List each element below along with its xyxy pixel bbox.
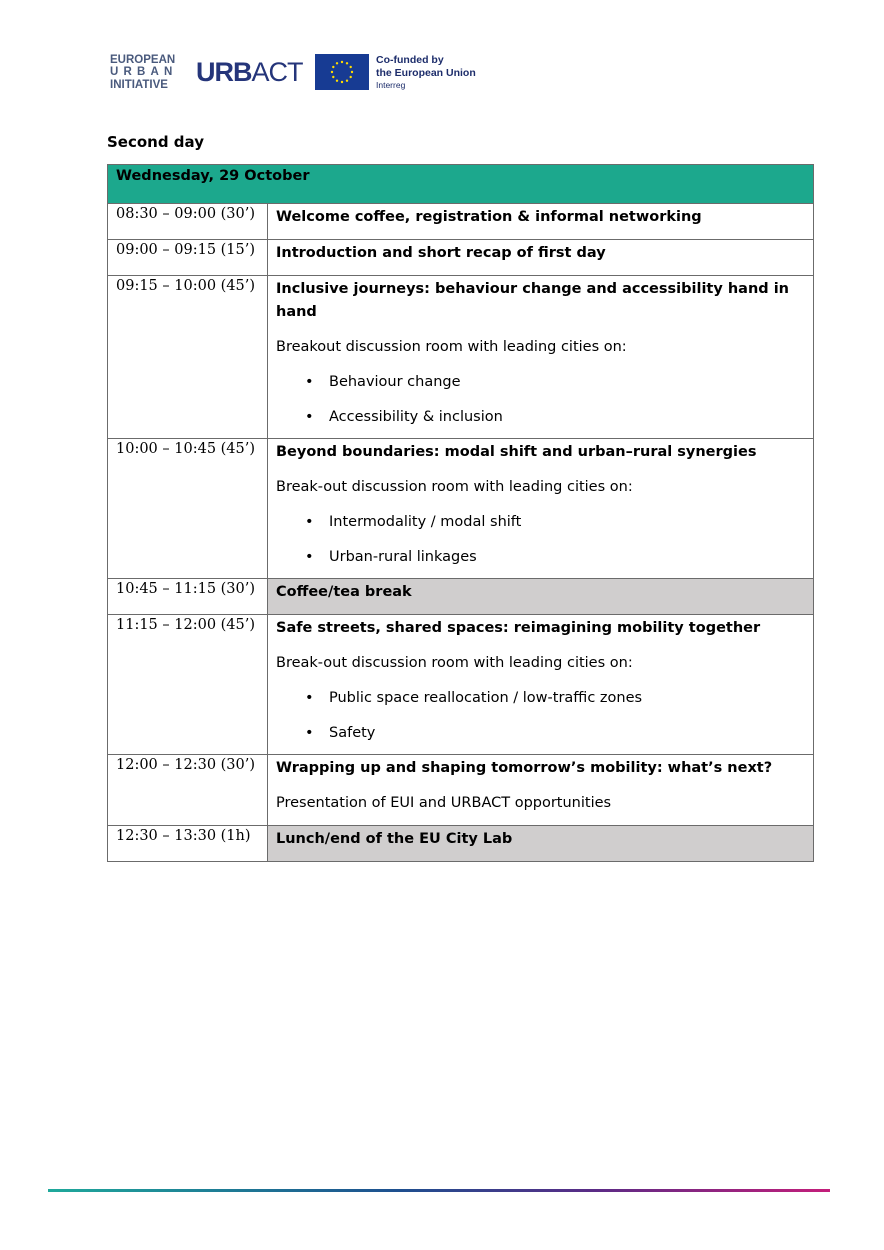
- activity-cell: [268, 615, 814, 755]
- interreg-label: Interreg: [376, 80, 406, 90]
- activity-title: Lunch/end of the EU City Lab: [276, 831, 513, 847]
- footer-gradient-line: [48, 1189, 830, 1192]
- bullet-item: [276, 406, 805, 429]
- day-header: Wednesday, 29 October: [108, 165, 814, 204]
- activity-cell: [268, 240, 814, 276]
- time-cell: 12:00 – 12:30 (30’): [108, 755, 268, 826]
- bullet-text: Urban-rural linkages: [329, 549, 477, 565]
- activity-title: Introduction and short recap of first day: [276, 245, 606, 261]
- activity-title: Wrapping up and shaping tomorrow’s mobility: what’s next?: [276, 760, 773, 776]
- activity-cell: [268, 826, 814, 862]
- activity-cell: [268, 579, 814, 615]
- bullet-icon: •: [305, 409, 314, 425]
- cofunded-line: Co-funded by: [376, 54, 444, 66]
- time-cell: 10:45 – 11:15 (30’): [108, 579, 268, 615]
- time-cell: 09:00 – 09:15 (15’): [108, 240, 268, 276]
- bullet-item: [276, 722, 805, 745]
- time-cell: 10:00 – 10:45 (45’): [108, 439, 268, 579]
- agenda-table: [107, 164, 814, 862]
- activity-description: Breakout discussion room with leading cities on:: [276, 339, 627, 355]
- bullet-text: Safety: [329, 725, 376, 741]
- activity-cell: [268, 439, 814, 579]
- urbact-logo: URBACT: [196, 57, 303, 87]
- cofunded-label: [376, 54, 476, 91]
- activity-title: Beyond boundaries: modal shift and urban–rural synergies: [276, 444, 757, 460]
- eu-flag-icon: [315, 54, 369, 90]
- table-row: [108, 579, 814, 615]
- time-cell: 09:15 – 10:00 (45’): [108, 276, 268, 439]
- section-title: Second day: [107, 133, 204, 151]
- table-row: [108, 615, 814, 755]
- bullet-text: Behaviour change: [329, 374, 461, 390]
- table-row: [108, 755, 814, 826]
- bullet-item: [276, 511, 805, 534]
- activity-title: Safe streets, shared spaces: reimagining mobility together: [276, 620, 761, 636]
- activity-description: Presentation of EUI and URBACT opportunities: [276, 795, 612, 811]
- activity-cell: [268, 755, 814, 826]
- activity-title: Welcome coffee, registration & informal networking: [276, 209, 702, 225]
- activity-title: Coffee/tea break: [276, 584, 412, 600]
- activity-description: Break-out discussion room with leading cities on:: [276, 655, 633, 671]
- activity-cell: [268, 204, 814, 240]
- bullet-text: Public space reallocation / low-traffic zones: [329, 690, 643, 706]
- bullet-icon: •: [305, 549, 314, 565]
- eui-logo: [110, 54, 188, 91]
- table-row: [108, 439, 814, 579]
- activity-description: Break-out discussion room with leading cities on:: [276, 479, 633, 495]
- bullet-text: Intermodality / modal shift: [329, 514, 522, 530]
- eui-logo-line: URBAN: [110, 66, 178, 79]
- activity-title: Inclusive journeys: behaviour change and accessibility hand in hand: [276, 281, 789, 320]
- bullet-text: Accessibility & inclusion: [329, 409, 503, 425]
- table-row: [108, 204, 814, 240]
- bullet-item: [276, 687, 805, 710]
- bullet-icon: •: [305, 725, 314, 741]
- table-row: [108, 276, 814, 439]
- table-row: [108, 826, 814, 862]
- bullet-icon: •: [305, 690, 314, 706]
- time-cell: 11:15 – 12:00 (45’): [108, 615, 268, 755]
- bullet-item: [276, 371, 805, 394]
- cofunded-line: the European Union: [376, 67, 476, 79]
- bullet-icon: •: [305, 374, 314, 390]
- activity-cell: [268, 276, 814, 439]
- bullet-icon: •: [305, 514, 314, 530]
- eui-logo-line: INITIATIVE: [110, 78, 168, 91]
- time-cell: 12:30 – 13:30 (1h): [108, 826, 268, 862]
- eui-logo-line: EUROPEAN: [110, 54, 176, 66]
- day-header-row: [108, 165, 814, 204]
- bullet-item: [276, 546, 805, 569]
- table-row: [108, 240, 814, 276]
- time-cell: 08:30 – 09:00 (30’): [108, 204, 268, 240]
